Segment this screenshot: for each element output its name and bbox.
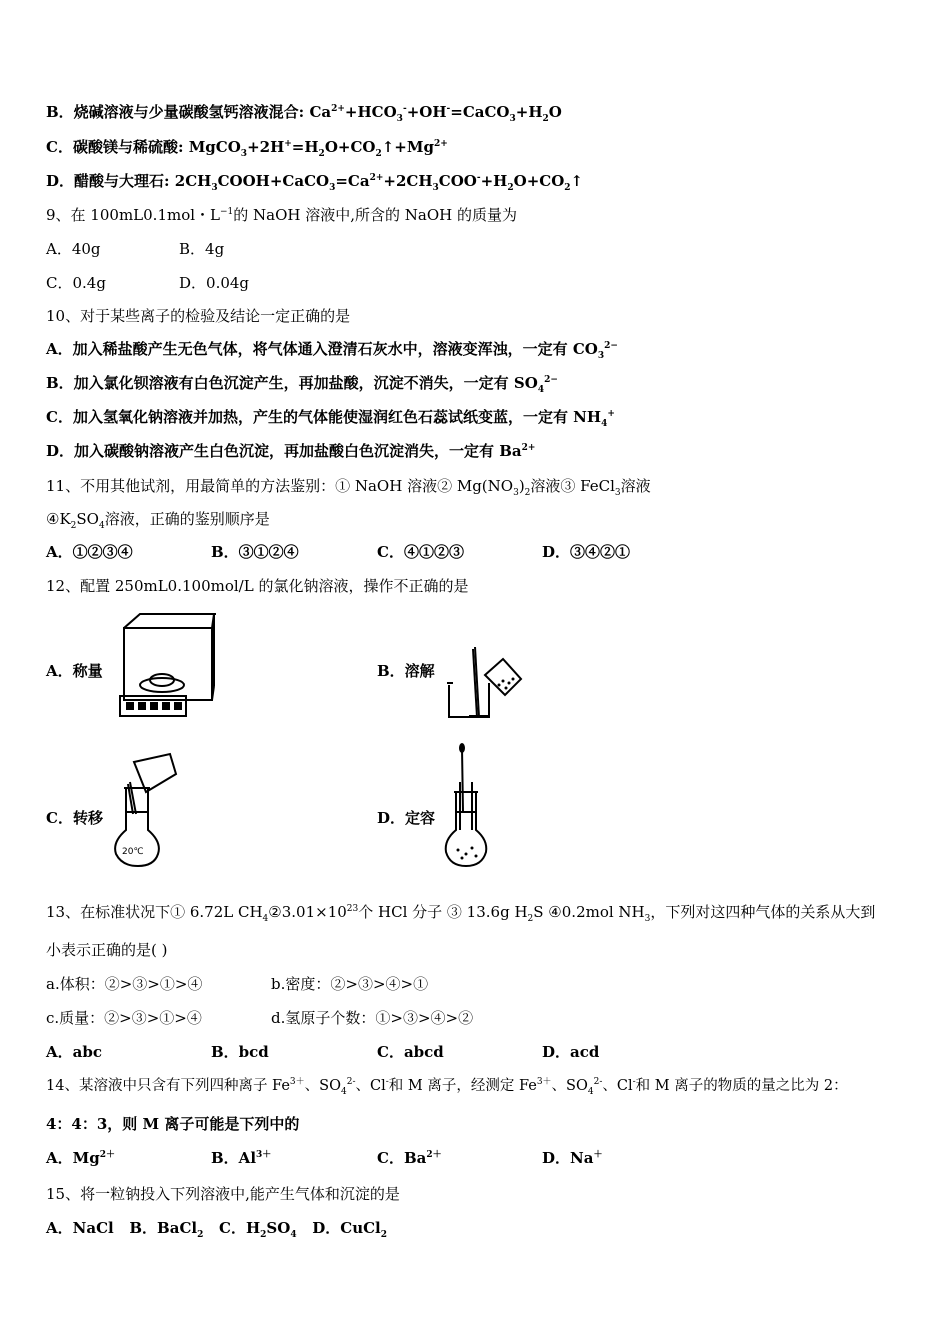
balance-illustration [112, 610, 216, 718]
q14-stem-line1: 14、某溶液中只含有下列四种离子 $Fe^{3+}$、$SO_4^{2-}$、Cl-和 M 离子，经测定 $Fe^{3+}$、$SO_4^{2-}$、Cl-和 M 离子的物质的量之比为 2： [46, 1077, 848, 1097]
q13-option-b: B．bcd [211, 1043, 269, 1061]
q13-statement-d: d.氢原子个数：①>③>④>② [271, 1009, 474, 1027]
q14-option-b: B．$Al^{3+}$ [211, 1149, 272, 1167]
q8-option-c: C．碳酸镁与稀硫酸: $MgCO_3+2H^+=H_2O+CO_2↑+Mg^{2+}$ [46, 138, 448, 159]
q13-statement-b: b.密度：②>③>④>① [271, 975, 429, 993]
q15-options: A．NaCl B．BaCl$_2$ C．$H_2SO_4$ D．CuCl$_2$ [46, 1219, 387, 1240]
q15-stem: 15、将一粒钠投入下列溶液中,能产生气体和沉淀的是 [46, 1185, 400, 1203]
q10-option-c: C．加入氢氧化钠溶液并加热，产生的气体能使湿润红色石蕊试纸变蓝，一定有 $NH_4^+$ [46, 408, 615, 429]
flask-label: 20℃ [122, 847, 144, 857]
q13-option-d: D．acd [542, 1043, 600, 1061]
q10-option-a: A．加入稀盐酸产生无色气体，将气体通入澄清石灰水中，溶液变浑浊，一定有 $CO_3^{2-}$ [46, 340, 618, 361]
q11-option-d: D．③④②① [542, 543, 631, 561]
q8-option-b: B．烧碱溶液与少量碳酸氢钙溶液混合: $Ca^{2+}+HCO_3^-+OH^-=CaCO_3+H_2O$ [46, 103, 562, 124]
q14-option-c: C．$Ba^{2+}$ [377, 1149, 442, 1167]
q11-stem-line1: 11、不用其他试剂，用最简单的方法鉴别：① NaOH 溶液② $Mg(NO_3)_2$溶液③ FeCl$_3$溶液 [46, 477, 651, 498]
q13-option-c: C．abcd [377, 1043, 444, 1061]
transfer-illustration [108, 752, 190, 868]
q13-statement-c: c.质量：②>③>①>④ [46, 1009, 202, 1027]
q10-stem: 10、对于某些离子的检验及结论一定正确的是 [46, 307, 351, 325]
q12-option-c: C．转移 [46, 809, 103, 827]
q14-option-d: D．Na＋ [542, 1149, 603, 1167]
q12-stem: 12、配置 250mL0.100mol/L 的氯化钠溶液，操作不正确的是 [46, 577, 469, 595]
q13-stem-line2: 小表示正确的是( ) [46, 941, 168, 959]
q9-option-b: B．4g [179, 240, 225, 258]
q12-option-a: A．称量 [46, 662, 103, 680]
constant-volume-illustration [442, 742, 492, 870]
q13-stem-line1: 13、在标准状况下① 6.72L $CH_4②3.01\times 10^{23}$个 HCl 分子 ③ 13.6g $H_2S$ ④0.2mol $NH_3$，下列对这四种气体的关系从大到 [46, 903, 876, 924]
q9-option-d: D．0.04g [179, 274, 250, 292]
q9-option-a: A．40g [46, 240, 101, 258]
q13-statement-a: a.体积：②>③>①>④ [46, 975, 203, 993]
dissolving-illustration [443, 645, 525, 723]
q10-option-b: B．加入氯化钡溶液有白色沉淀产生，再加盐酸，沉淀不消失，一定有 $SO_4^{2-}$ [46, 374, 558, 395]
q11-option-a: A．①②③④ [46, 543, 133, 561]
q10-option-d: D．加入碳酸钠溶液产生白色沉淀，再加盐酸白色沉淀消失，一定有 $Ba^{2+}$ [46, 442, 536, 460]
q9-option-c: C．0.4g [46, 274, 106, 292]
q9-stem: 9、在 100mL0.1mol・$L^{-1}$的 NaOH 溶液中,所含的 NaOH 的质量为 [46, 206, 518, 224]
q12-option-d: D．定容 [377, 809, 436, 827]
q12-option-b: B．溶解 [377, 662, 435, 680]
q14-option-a: A．$Mg^{2+}$ [46, 1149, 115, 1167]
q13-option-a: A．abc [46, 1043, 102, 1061]
q14-stem-line2: 4：4：3，则 M 离子可能是下列中的 [46, 1115, 300, 1133]
q11-option-c: C．④①②③ [377, 543, 464, 561]
q8-option-d: D．醋酸与大理石: $2CH_3COOH+CaCO_3=Ca^{2+}+2CH_3COO^-+H_2O+CO_2↑$ [46, 172, 584, 193]
q11-stem-line2: $④K_2SO_4$溶液，正确的鉴别顺序是 [46, 510, 270, 531]
q11-option-b: B．③①②④ [211, 543, 299, 561]
